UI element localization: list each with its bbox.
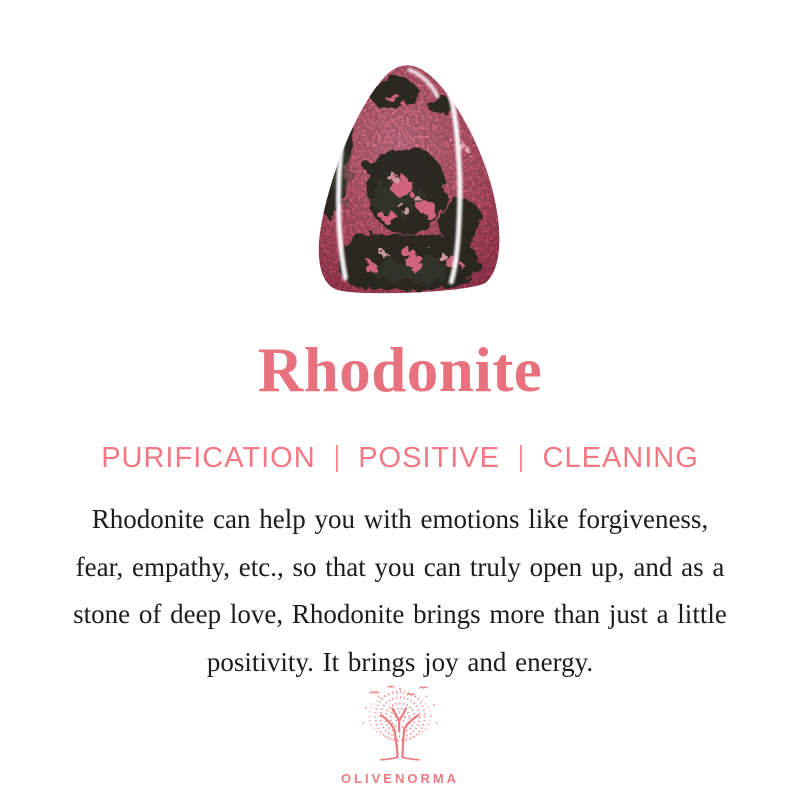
description-line: stone of deep love, Rhodonite brings more than just a little: [73, 599, 727, 629]
description-text: [30, 496, 770, 686]
rhodonite-stone-image: [301, 56, 511, 296]
tree-of-life-icon: [350, 682, 450, 764]
page-title: Rhodonite: [257, 335, 543, 405]
description-line: fear, empathy, etc., so that you can truly open up, and as a: [75, 551, 725, 582]
rhodonite-stone-graphic: [301, 56, 511, 296]
separator-bar: |: [518, 441, 525, 473]
description-line: Rhodonite can help you with emotions like forgiveness,: [91, 504, 709, 534]
separator-bar: |: [333, 441, 340, 473]
keywords-line: [0, 441, 800, 475]
keyword-purification: PURIFICATION: [101, 442, 316, 474]
keyword-cleaning: CLEANING: [542, 442, 699, 474]
keyword-positive: POSITIVE: [358, 442, 500, 474]
brand-logo: [0, 682, 800, 786]
description-line: positivity. It brings joy and energy.: [206, 646, 594, 677]
brand-name: OLIVENORMA: [340, 771, 460, 786]
